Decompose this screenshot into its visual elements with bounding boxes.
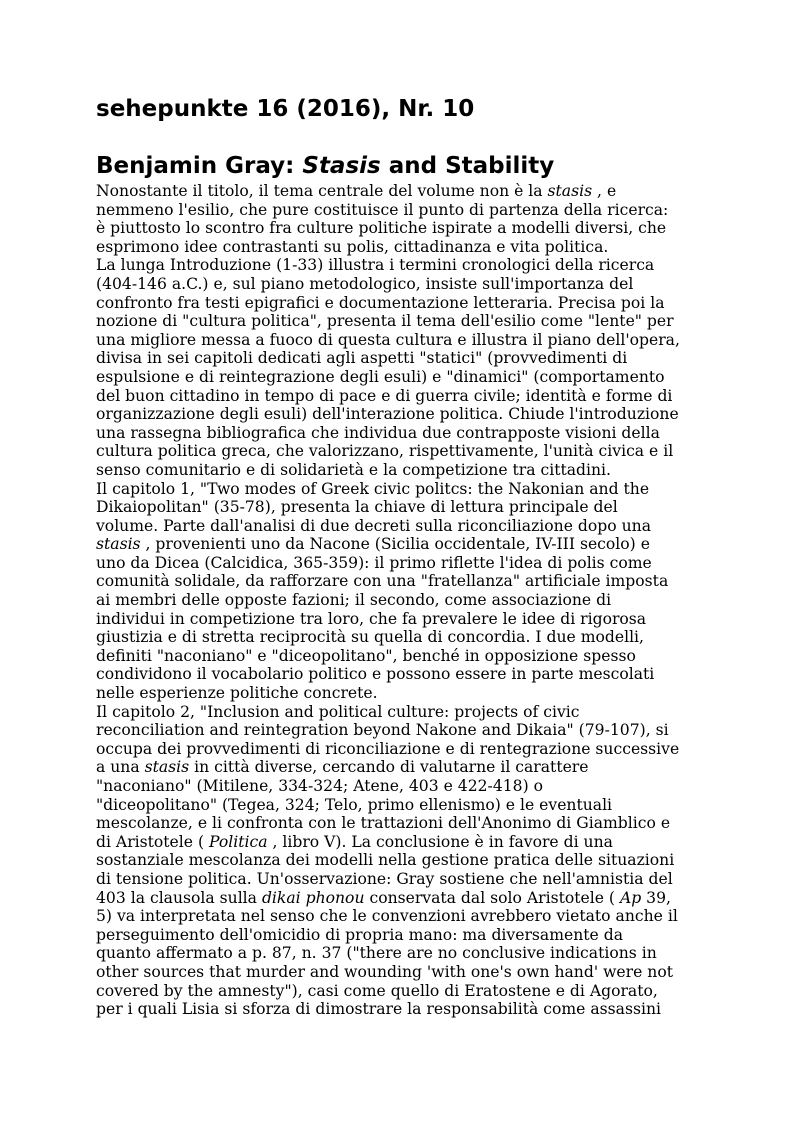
text-line: di tensione politica. Un'osservazione: Gray sostiene che nell'amnistia del <box>96 869 673 888</box>
italic-term: dikai phonou <box>261 888 365 907</box>
text-line: divisa in sei capitoli dedicati agli aspetti "statici" (provvedimenti di <box>96 349 628 368</box>
text-line: confronto fra testi epigrafici e documentazione letteraria. Precisa poi la <box>96 293 665 312</box>
italic-term: stasis <box>96 535 141 554</box>
paragraph <box>96 480 716 703</box>
text-line: covered by the amnesty"), casi come quello di Eratostene e di Agorato, <box>96 981 658 1000</box>
text-line: quanto affermato a p. 87, n. 37 ("there are no conclusive indications in <box>96 944 657 963</box>
text-line: di Aristotele ( Politica , libro V). La conclusione è in favore di una <box>96 832 613 851</box>
text-line: definiti "naconiano" e "diceopolitano", benché in opposizione spesso <box>96 646 636 665</box>
paragraph <box>96 703 716 1019</box>
text-line: reconciliation and reintegration beyond Nakone and Dikaia" (79-107), si <box>96 721 669 740</box>
text-line: other sources that murder and wounding 'with one's own hand' were not <box>96 962 673 981</box>
article-title-rest: and Stability <box>380 153 555 179</box>
text-line: nemmeno l'esilio, che pure costituisce il punto di partenza della ricerca: <box>96 200 669 219</box>
journal-heading: sehepunkte 16 (2016), Nr. 10 <box>96 96 475 122</box>
text-line: (404-146 a.C.) e, sul piano metodologico, insiste sull'importanza del <box>96 274 634 293</box>
text-line: mescolanze, e li confronta con le trattazioni dell'Anonimo di Giamblico e <box>96 814 671 833</box>
text-line: ai membri delle opposte fazioni; il secondo, come associazione di <box>96 591 612 610</box>
text-line: 5) va interpretata nel senso che le convenzioni avrebbero vietato anche il <box>96 907 678 926</box>
text-line: condividono il vocabolario politico e possono essere in parte mescolati <box>96 665 655 684</box>
text-line: per i quali Lisia si sforza di dimostrare la responsabilità come assassini <box>96 1000 661 1019</box>
text-line: esprimono idee contrastanti su polis, cittadinanza e vita politica. <box>96 237 609 256</box>
text-line: a una stasis in città diverse, cercando di valutarne il carattere <box>96 758 589 777</box>
italic-term: Ap <box>619 888 642 907</box>
text-line: perseguimento dell'omicidio di propria mano: ma diversamente da <box>96 925 623 944</box>
paragraph <box>96 182 716 256</box>
article-author: Benjamin Gray: <box>96 153 303 179</box>
text-line: una migliore messa a fuoco di questa cultura e illustra il piano dell'opera, <box>96 330 680 349</box>
article-body <box>96 182 716 1019</box>
text-line: Nonostante il titolo, il tema centrale del volume non è la stasis , e <box>96 182 617 200</box>
text-line: individui in competizione tra loro, che fa prevalere le idee di rigorosa <box>96 609 647 628</box>
text-line: "naconiano" (Mitilene, 334-324; Atene, 403 e 422-418) o <box>96 777 544 795</box>
text-line: Dikaiopolitan" (35-78), presenta la chiave di lettura principale del <box>96 498 618 517</box>
text-line: uno da Dicea (Calcidica, 365-359): il primo riflette l'idea di polis come <box>96 553 652 572</box>
text-line: Il capitolo 1, "Two modes of Greek civic politcs: the Nakonian and the <box>96 479 650 498</box>
italic-term: stasis <box>144 758 190 777</box>
text-line: cultura politica greca, che valorizzano, rispettivamente, l'unità civica e il <box>96 442 674 461</box>
text-line: Il capitolo 2, "Inclusion and political culture: projects of civic <box>96 702 580 721</box>
text-line: è piuttosto lo scontro fra culture politiche ispirate a modelli diversi, che <box>96 219 667 238</box>
text-line: "diceopolitano" (Tegea, 324; Telo, primo ellenismo) e le eventuali <box>96 795 613 814</box>
text-line: espulsione e di reintegrazione degli esuli) e "dinamici" (comportamento <box>96 367 665 386</box>
italic-term: stasis <box>547 182 593 200</box>
text-line: La lunga Introduzione (1-33) illustra i termini cronologici della ricerca <box>96 256 655 275</box>
text-line: occupa dei provvedimenti di riconciliazione e di rentegrazione successive <box>96 739 680 758</box>
text-line: nozione di "cultura politica", presenta il tema dell'esilio come "lente" per <box>96 312 674 331</box>
text-line: sostanziale mescolanza dei modelli nella gestione pratica delle situazioni <box>96 851 675 870</box>
text-line: una rassegna bibliografica che individua due contrapposte visioni della <box>96 423 660 442</box>
text-line: del buon cittadino in tempo di pace e di guerra civile; identità e forme di <box>96 386 673 405</box>
text-line: volume. Parte dall'analisi di due decreti sulla riconciliazione dopo una <box>96 516 651 535</box>
text-line: comunità solidale, da rafforzare con una "fratellanza" artificiale imposta <box>96 572 669 591</box>
text-line: giustizia e di stretta reciprocità su quella di concordia. I due modelli, <box>96 628 645 647</box>
text-line: 403 la clausola sulla dikai phonou conservata dal solo Aristotele ( Ap 39, <box>96 888 671 907</box>
article-title-italic: Stasis <box>302 153 381 179</box>
italic-term: Politica <box>209 832 268 851</box>
text-line: senso comunitario e di solidarietà e la competizione tra cittadini. <box>96 460 611 479</box>
text-line: organizzazione degli esuli) dell'interazione politica. Chiude l'introduzione <box>96 405 679 424</box>
text-line: stasis , provenienti uno da Nacone (Sicilia occidentale, IV-III secolo) e <box>96 535 650 554</box>
text-line: nelle esperienze politiche concrete. <box>96 684 378 703</box>
paragraph <box>96 256 716 479</box>
article-title <box>96 151 554 181</box>
